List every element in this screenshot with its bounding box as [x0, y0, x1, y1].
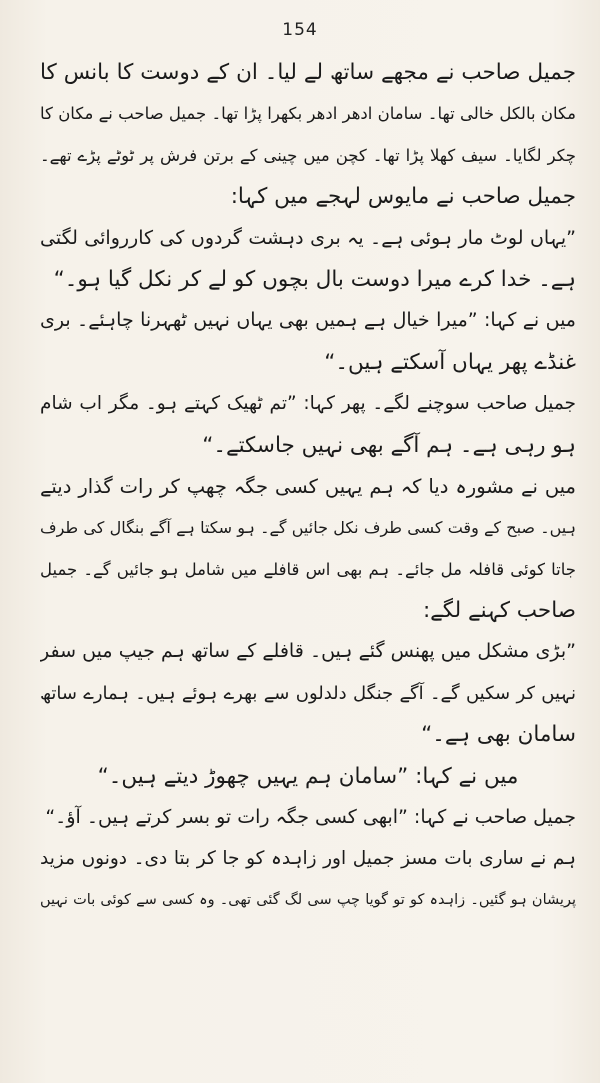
text-line: جمیل صاحب نے مجھے ساتھ لے لیا۔ ان کے دوست کا بانس کا: [40, 60, 576, 85]
text-line: ”بڑی مشکل میں پھنس گئے ہیں۔ قافلے کے ساتھ ہم جیپ میں سفر: [40, 640, 576, 663]
text-line: پریشان ہو گئیں۔ زاہدہ کو تو گویا چپ سی لگ گئی تھی۔ وہ کسی سے کوئی بات نہیں: [40, 891, 576, 908]
text-line: نہیں کر سکیں گے۔ آگے جنگل دلدلوں سے بھرے ہوئے ہیں۔ ہمارے ساتھ: [40, 682, 576, 704]
text-line: ہیں۔ صبح کے وقت کسی طرف نکل جائیں گے۔ ہو سکتا ہے آگے بنگال کی طرف: [40, 518, 576, 538]
text-line: جمیل صاحب نے مایوس لہجے میں کہا:: [230, 184, 576, 210]
text-line: ہو رہی ہے۔ ہم آگے بھی نہیں جاسکتے۔“: [202, 432, 576, 458]
text-line: چکر لگایا۔ سیف کھلا پڑا تھا۔ کچن میں چینی کے برتن فرش پر ٹوٹے پڑے تھے۔: [40, 145, 576, 165]
text-line: صاحب کہنے لگے:: [422, 598, 576, 624]
text-line: سامان بھی ہے۔“: [421, 722, 576, 748]
page-text: [40, 52, 576, 921]
text-line: مکان بالکل خالی تھا۔ سامان ادھر ادھر بکھرا پڑا تھا۔ جمیل صاحب نے مکان کا: [40, 104, 576, 124]
text-line: جمیل صاحب نے کہا: ”ابھی کسی جگہ رات تو بسر کرتے ہیں۔ آؤ۔“: [45, 806, 576, 829]
text-line: ہم نے ساری بات مسز جمیل اور زاہدہ کو جا کر بتا دی۔ دونوں مزید: [40, 848, 576, 870]
text-line: غنڈے پھر یہاں آسکتے ہیں۔“: [324, 349, 576, 375]
text-line: ”یہاں لوٹ مار ہوئی ہے۔ یہ بری دہشت گردوں کی کارروائی لگتی: [40, 226, 576, 249]
text-line: میں نے کہا: ”سامان ہم یہیں چھوڑ دیتے ہیں۔“: [97, 763, 519, 789]
text-line: میں نے کہا: ”میرا خیال ہے ہمیں بھی یہاں نہیں ٹھہرنا چاہئے۔ بری: [40, 309, 576, 332]
text-line: میں نے مشورہ دیا کہ ہم یہیں کسی جگہ چھپ کر رات گذار دیتے: [40, 474, 576, 498]
text-line: ہے۔ خدا کرے میرا دوست بال بچوں کو لے کر نکل گیا ہو۔“: [53, 266, 576, 292]
page-number: 154: [282, 20, 318, 40]
text-line: جاتا کوئی قافلہ مل جائے۔ ہم بھی اس قافلے میں شامل ہو جائیں گے۔ جمیل: [40, 559, 576, 579]
text-line: جمیل صاحب سوچنے لگے۔ پھر کہا: ”تم ٹھیک کہتے ہو۔ مگر اب شام: [40, 393, 576, 415]
